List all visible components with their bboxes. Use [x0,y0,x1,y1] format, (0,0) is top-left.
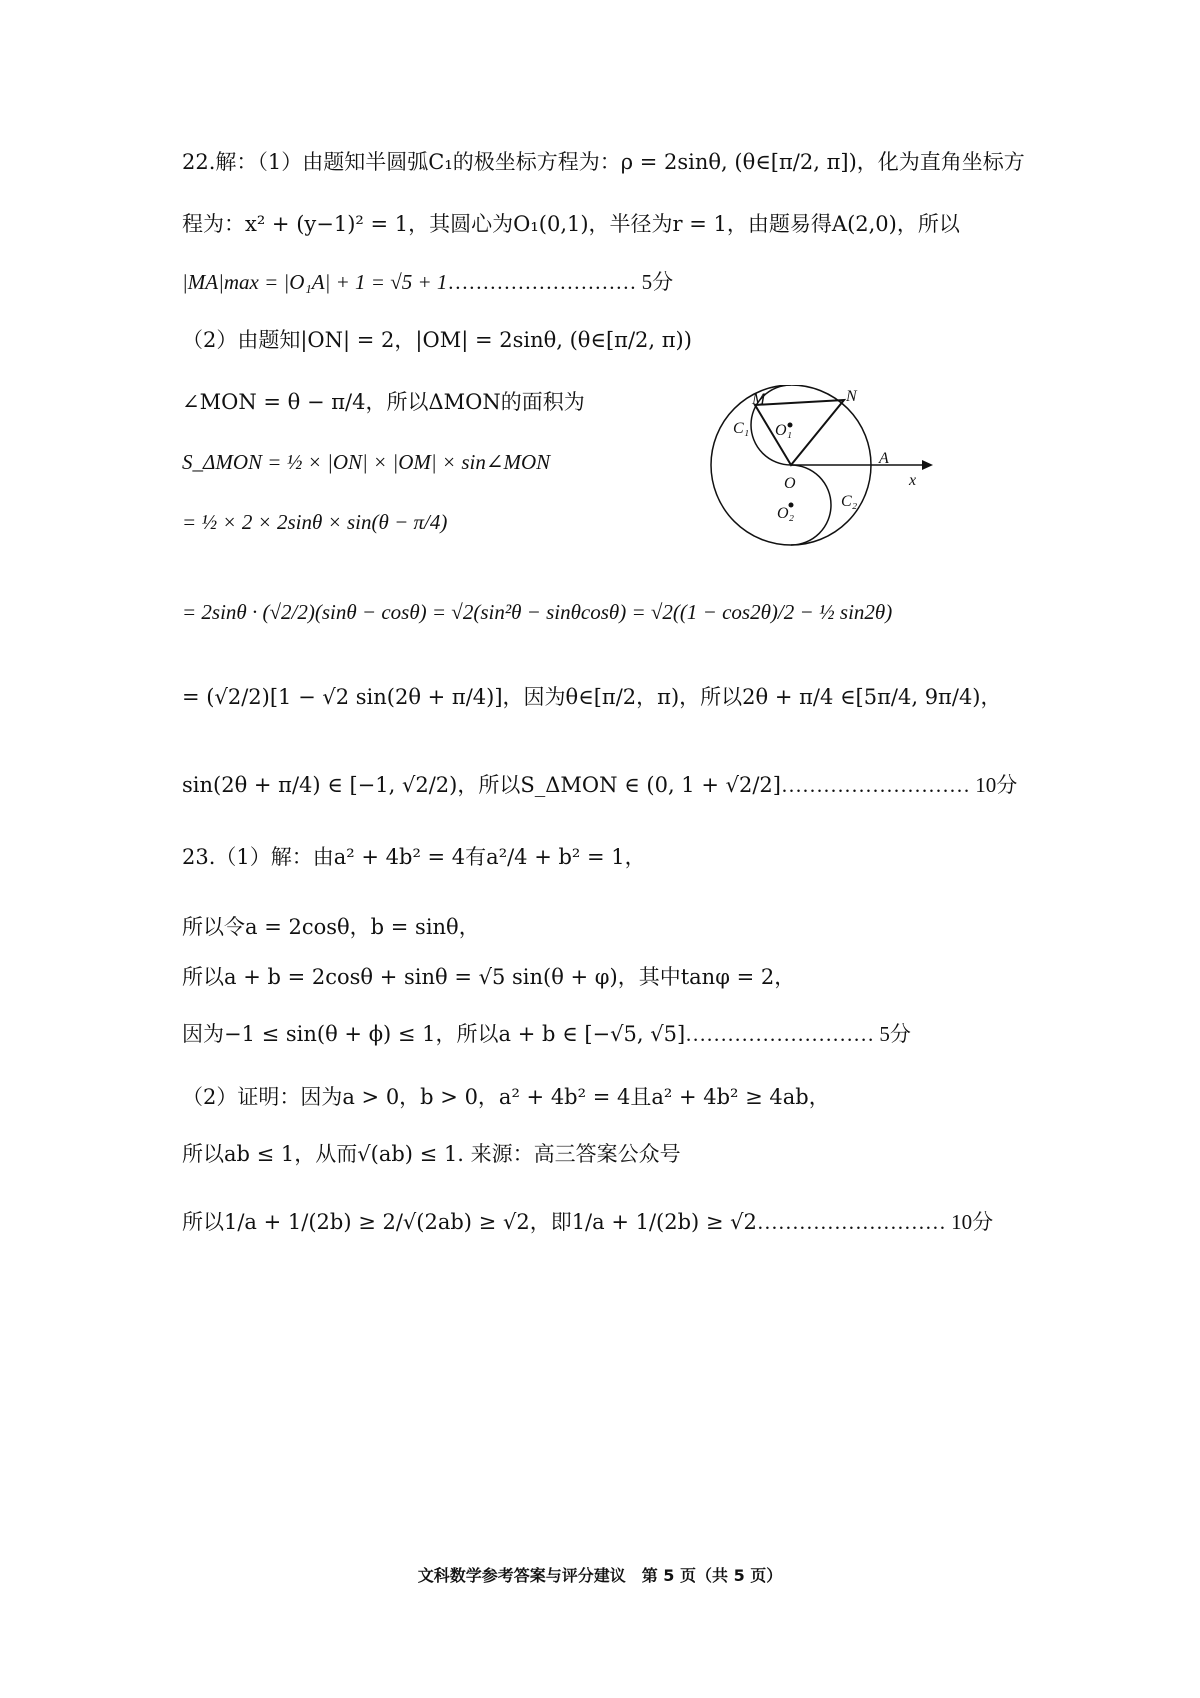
score-marker: ……………………… 5分 [447,270,674,294]
q22-line-9: = (√2/2)[1 − √2 sin(2θ + π/4)]，因为θ∈[π/2，π)，所以2θ + π/4 ∈[5π/4, 9π/4)， [182,685,1002,709]
q23-line-6: 所以ab ≤ 1，从而√(ab) ≤ 1. 来源：高三答案公众号 [182,1142,681,1166]
label-m: M [752,391,766,408]
q22-line-6: S_ΔMON = ½ × |ON| × |OM| × sin∠MON [182,450,551,474]
q22-line-1: 22.解：（1）由题知半圆弧C₁的极坐标方程为：ρ = 2sinθ, (θ∈[π/2, π])，化为直角坐标方 [182,150,1025,174]
geometry-diagram [700,385,940,555]
page-footer: 文科数学参考答案与评分建议 第 5 页（共 5 页） [417,1566,783,1585]
x-axis-arrow [922,460,933,470]
arc-c2 [791,465,831,545]
q23-line-1: 23.（1）解：由a² + 4b² = 4有a²/4 + b² = 1， [182,845,646,869]
q22-line-4: （2）由题知|ON| = 2，|OM| = 2sinθ, (θ∈[π/2, π)) [182,328,692,352]
label-o: O [784,475,796,492]
q23-line-2: 所以令a = 2cosθ，b = sinθ， [182,915,480,939]
q22-line-8: = 2sinθ · (√2/2)(sinθ − cosθ) = √2(sin²θ − sinθcosθ) = √2((1 − cos2θ)/2 − ½ sin2θ) [182,600,893,624]
label-c2: C₂ [841,493,858,510]
score-marker: ……………………… 10分 [756,1210,994,1234]
triangle-mon [755,400,844,465]
label-n: N [846,388,857,405]
q23-line-5: （2）证明：因为a > 0，b > 0，a² + 4b² = 4且a² + 4b² ≥ 4ab， [182,1085,830,1109]
q22-line-7: = ½ × 2 × 2sinθ × sin(θ − π/4) [182,510,448,534]
q23-line-4: 因为−1 ≤ sin(θ + ϕ) ≤ 1，所以a + b ∈ [−√5, √5]……………………… 5分 [182,1022,911,1046]
score-marker: ……………………… 5分 [685,1022,911,1046]
label-c1: C₁ [733,420,750,437]
q23-line-7: 所以1/a + 1/(2b) ≥ 2/√(2ab) ≥ √2，即1/a + 1/(2b) ≥ √2……………………… 10分 [182,1210,994,1234]
q22-line-10: sin(2θ + π/4) ∈ [−1, √2/2)，所以S_ΔMON ∈ (0, 1 + √2/2]……………………… 10分 [182,773,1018,797]
label-a: A [879,450,889,467]
label-x: x [909,472,917,489]
q22-line-2: 程为：x² + (y−1)² = 1，其圆心为O₁(0,1)，半径为r = 1，由题易得A(2,0)，所以 [182,212,960,236]
label-o1: O₁ [775,422,793,439]
label-o2: O₂ [777,505,795,522]
q22-line-3: |MA|max = |O₁A| + 1 = √5 + 1……………………… 5分 [182,270,674,294]
q22-line-5: ∠MON = θ − π/4，所以ΔMON的面积为 [182,390,585,414]
score-marker: ……………………… 10分 [780,773,1018,797]
q23-line-3: 所以a + b = 2cosθ + sinθ = √5 sin(θ + φ)，其中tanφ = 2， [182,965,796,989]
